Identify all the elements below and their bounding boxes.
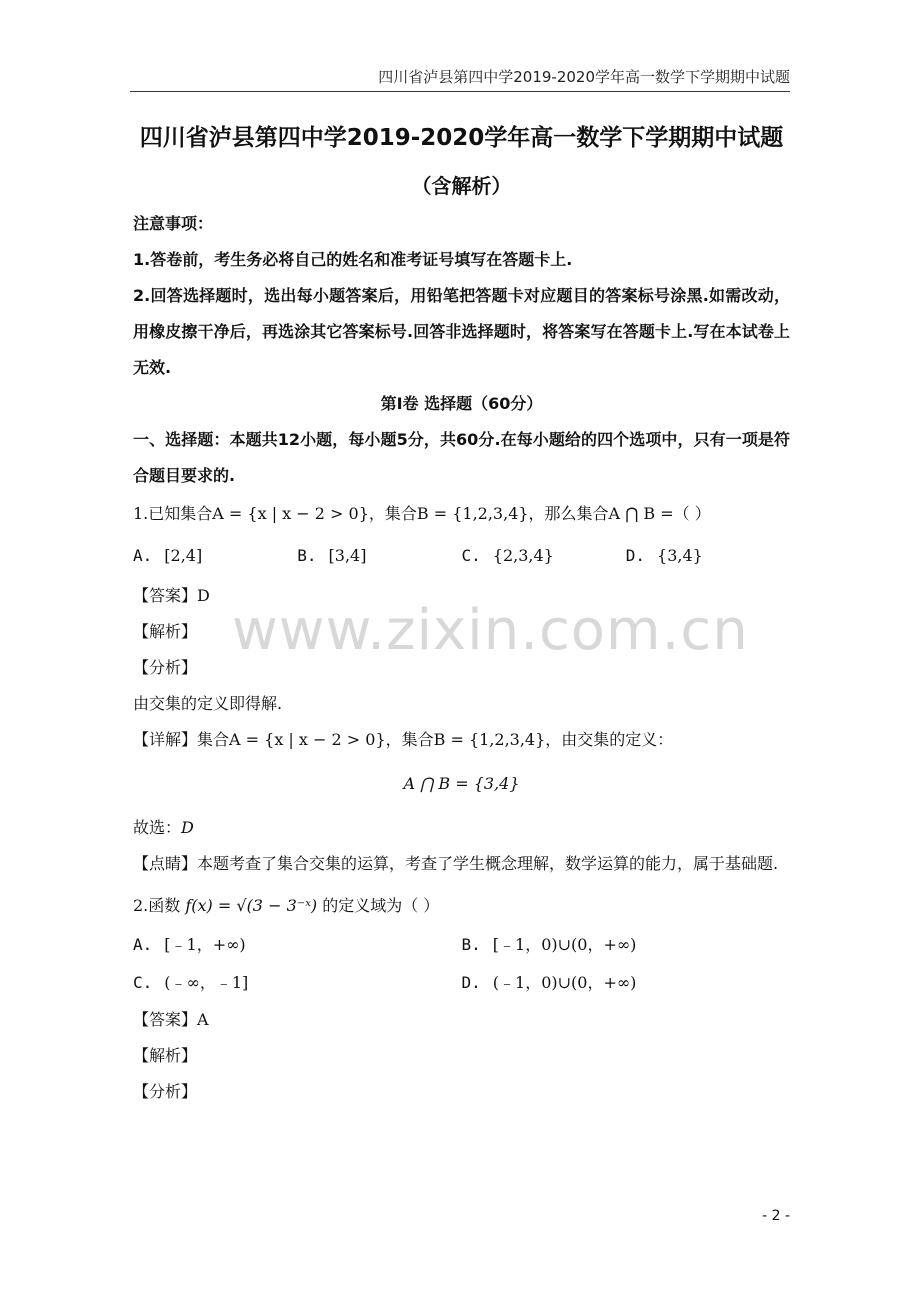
q2-option-d: D. (﹣1，0)∪(0，+∞) (461, 973, 637, 992)
q1-jiexi-label: 【解析】 (133, 622, 198, 641)
q1-formula: A ⋂ B = {3,4} (403, 774, 520, 793)
notice-heading: 注意事项： (133, 214, 214, 233)
notice-item-1: 1.答卷前，考生务必将自己的姓名和准考证号填写在答题卡上. (133, 250, 573, 269)
q1-comment: 【点睛】本题考查了集合交集的运算，考查了学生概念理解，数学运算的能力，属于基础题. (133, 854, 779, 873)
q2-option-a: A. [﹣1，+∞) (133, 935, 246, 954)
document-title: 四川省泸县第四中学2019-2020学年高一数学下学期期中试题 (139, 125, 784, 151)
q2-stem: 2.函数 f(x) = √(3 − 3⁻ˣ) 的定义域为（ ） (133, 896, 440, 915)
q1-stem: 1.已知集合A = {x | x − 2 > 0}，集合B = {1,2,3,4}，那么集合A ⋂ B =（ ） (133, 504, 711, 523)
q1-options (133, 534, 790, 578)
q1-choose: 故选：D (133, 818, 194, 837)
q1-fenxi-label: 【分析】 (133, 658, 198, 677)
q2-options-row-2 (133, 964, 790, 1002)
document-body (133, 118, 790, 1110)
q2-jiexi-label: 【解析】 (133, 1046, 198, 1065)
q2-answer: 【答案】A (133, 1010, 209, 1029)
header-divider (130, 91, 790, 92)
q2-option-c: C. (﹣∞，﹣1] (133, 973, 249, 992)
running-header: 四川省泸县第四中学2019-2020学年高一数学下学期期中试题 (378, 68, 790, 86)
q1-analysis: 由交集的定义即得解. (133, 694, 283, 713)
q1-option-a: A. [2,4] (133, 546, 203, 565)
q1-answer: 【答案】D (133, 586, 210, 605)
document-subtitle: （含解析） (411, 174, 512, 198)
q2-option-b: B. [﹣1，0)∪(0，+∞) (461, 935, 637, 954)
page-number: - 2 - (762, 1208, 790, 1224)
q1-detail: 【详解】集合A = {x | x − 2 > 0}，集合B = {1,2,3,4}，由交集的定义： (133, 730, 674, 749)
q1-option-d: D. {3,4} (625, 546, 703, 565)
q1-option-b: B. [3,4] (297, 546, 367, 565)
q2-options-row-1 (133, 926, 790, 964)
q2-fenxi-label: 【分析】 (133, 1082, 198, 1101)
section-title: 第Ⅰ卷 选择题（60分） (380, 394, 543, 413)
watermark: www.zixin.com.cn (232, 598, 749, 663)
section-instruction: 一、选择题：本题共12小题，每小题5分，共60分.在每小题给的四个选项中，只有一项是符合题目要求的. (133, 430, 790, 485)
notice-item-2: 2.回答选择题时，选出每小题答案后，用铅笔把答题卡对应题目的答案标号涂黑.如需改动，用橡皮擦干净后，再选涂其它答案标号.回答非选择题时，将答案写在答题卡上.写在本试卷上无效. (133, 286, 790, 377)
q1-option-c: C. {2,3,4} (461, 546, 554, 565)
